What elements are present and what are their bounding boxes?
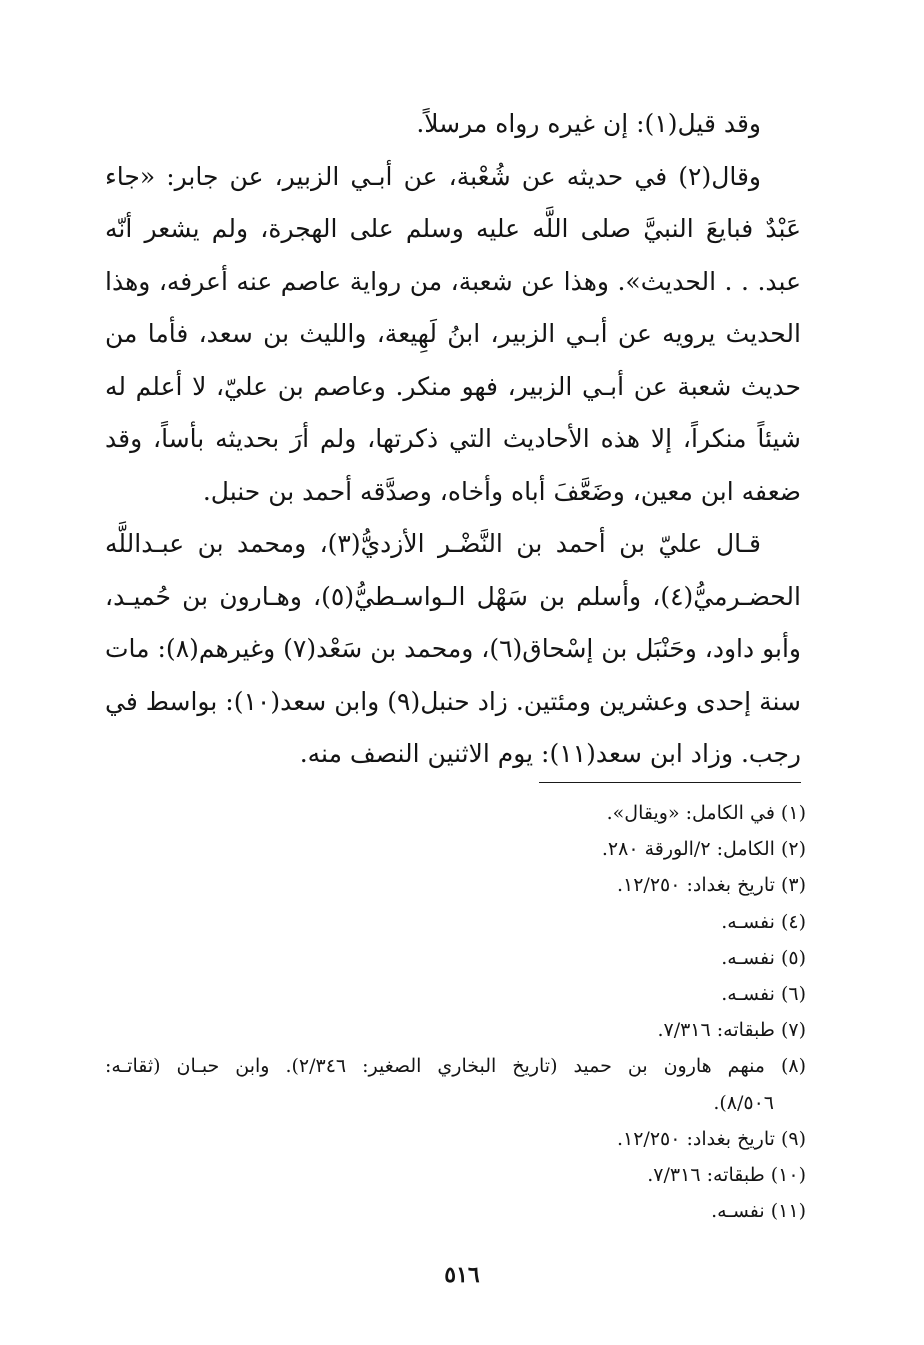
footnote: (١٠) طبقاته: ٧/٣١٦. xyxy=(647,1163,806,1186)
footnote: (٦) نفسـه. xyxy=(721,982,806,1005)
text-line: ضعفه ابن معين، وضَعَّفَ أباه وأخاه، وصدَّقه أحمد بن حنبل. xyxy=(202,476,801,506)
text-line: الحضـرميُّ(٤)، وأسلم بن سَهْل الـواسـطيُّ(٥)، وهـارون بن حُميـد، xyxy=(105,581,801,611)
footnote: (١) في الكامل: «ويقال». xyxy=(606,802,806,824)
page-number: ٥١٦ xyxy=(444,1262,480,1288)
text-line: قـال عليّ بن أحمد بن النَّضْـر الأزديُّ(٣)، ومحمد بن عبـداللَّه xyxy=(105,529,761,558)
footnotes xyxy=(105,795,806,1229)
text-line: الحديث يرويه عن أبـي الزبير، ابنُ لَهِيعة، والليث بن سعد، فأما من xyxy=(105,319,801,348)
footnote: (٧) طبقاته: ٧/٣١٦. xyxy=(657,1019,806,1042)
footnote: (٥) نفسـه. xyxy=(721,946,806,969)
text-line: وقد قيل(١): إن غيره رواه مرسلاً. xyxy=(416,109,761,138)
footnote-continuation: ٨/٥٠٦). xyxy=(713,1091,774,1114)
text-line: رجب. وزاد ابن سعد(١١): يوم الاثنين النصف منه. xyxy=(299,739,801,768)
main-text xyxy=(105,98,801,781)
footnote-separator xyxy=(539,782,801,783)
text-line: عبد. . . الحديث». وهذا عن شعبة، من رواية عاصم عنه أعرفه، وهذا xyxy=(105,266,801,296)
text-line: شيئاً منكراً، إلا هذه الأحاديث التي ذكرتها، ولم أرَ بحديثه بأساً، وقد xyxy=(105,424,801,453)
text-line: وقال(٢) في حديثه عن شُعْبة، عن أبـي الزبير، عن جابر: «جاء xyxy=(105,161,761,191)
footnote: (٣) تاريخ بغداد: ١٢/٢٥٠. xyxy=(616,874,806,897)
footnote: (١١) نفسـه. xyxy=(711,1200,806,1223)
footnote: (٩) تاريخ بغداد: ١٢/٢٥٠. xyxy=(616,1127,806,1150)
footnote: (٢) الكامل: ٢/الورقة ٢٨٠. xyxy=(601,838,806,861)
footnote: (٤) نفسـه. xyxy=(721,910,806,933)
text-line: حديث شعبة عن أبـي الزبير، فهو منكر. وعاصم بن عليّ، لا أعلم له xyxy=(105,371,801,401)
text-line: عَبْدٌ فبايعَ النبيَّ صلى اللَّه عليه وسلم على الهجرة، ولم يشعر أنّه xyxy=(105,214,801,243)
text-line: سنة إحدى وعشرين ومئتين. زاد حنبل(٩) وابن سعد(١٠): بواسط في xyxy=(105,686,802,716)
text-line: وأبو داود، وحَنْبَل بن إسْحاق(٦)، ومحمد بن سَعْد(٧) وغيرهم(٨): مات xyxy=(105,634,801,663)
footnote: (٨) منهم هارون بن حميد (تاريخ البخاري الصغير: ٢/٣٤٦). وابن حبـان (ثقاتـه: xyxy=(105,1055,807,1078)
